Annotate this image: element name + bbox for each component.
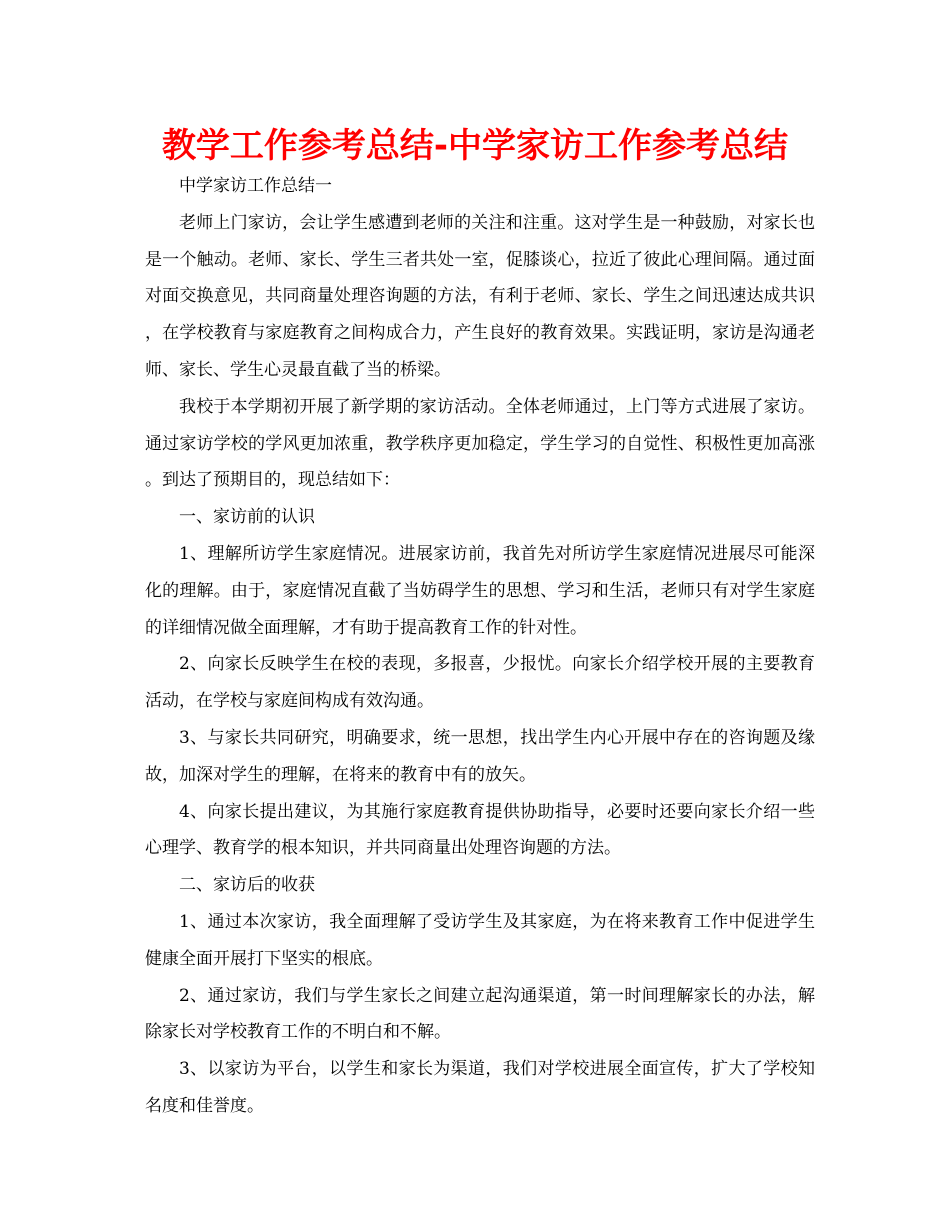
section-heading: 一、家访前的认识	[179, 507, 315, 528]
section-heading: 中学家访工作总结一	[179, 176, 332, 196]
paragraph: 我校于本学期初开展了新学期的家访活动。全体老师通过，上门等方式进展了家访。通过家访学校的学风更加浓重，教学秩序更加稳定，学生学习的自觉性、积极性更加高涨。到达了预期目的，现总结如下：	[145, 396, 815, 491]
list-item: 1、通过本次家访，我全面理解了受访学生及其家庭，为在将来教育工作中促进学生健康全面开展打下坚实的根底。	[145, 911, 815, 969]
section-heading: 二、家访后的收获	[179, 875, 315, 896]
paragraph: 老师上门家访，会让学生感遭到老师的关注和注重。这对学生是一种鼓励，对家长也是一个触动。老师、家长、学生三者共处一室，促膝谈心，拉近了彼此心理间隔。通过面对面交换意见，共同商量处理咨询题的方法，有利于老师、家长、学生之间迅速达成共识，在学校教育与家庭教育之间构成合力，产生良好的教育效果。实践证明，家访是沟通老师、家长、学生心灵最直截了当的桥梁。	[145, 212, 815, 380]
list-item: 3、以家访为平台，以学生和家长为渠道，我们对学校进展全面宣传，扩大了学校知名度和佳誉度。	[145, 1059, 815, 1116]
list-item: 4、向家长提出建议，为其施行家庭教育提供协助指导，必要时还要向家长介绍一些心理学、教育学的根本知识，并共同商量出处理咨询题的方法。	[145, 801, 815, 859]
list-item: 3、与家长共同研究，明确要求，统一思想，找出学生内心开展中存在的咨询题及缘故，加深对学生的理解，在将来的教育中有的放矢。	[145, 727, 815, 785]
list-item: 2、向家长反映学生在校的表现，多报喜，少报忧。向家长介绍学校开展的主要教育活动，在学校与家庭间构成有效沟通。	[145, 654, 815, 712]
document-body	[145, 168, 815, 1125]
document-title: 教学工作参考总结-中学家访工作参考总结	[161, 126, 789, 166]
list-item: 2、通过家访，我们与学生家长之间建立起沟通渠道，第一时间理解家长的办法，解除家长对学校教育工作的不明白和不解。	[145, 985, 815, 1043]
list-item: 1、理解所访学生家庭情况。进展家访前，我首先对所访学生家庭情况进展尽可能深化的理解。由于，家庭情况直截了当妨碍学生的思想、学习和生活，老师只有对学生家庭的详细情况做全面理解，才有助于提高教育工作的针对性。	[145, 543, 815, 638]
